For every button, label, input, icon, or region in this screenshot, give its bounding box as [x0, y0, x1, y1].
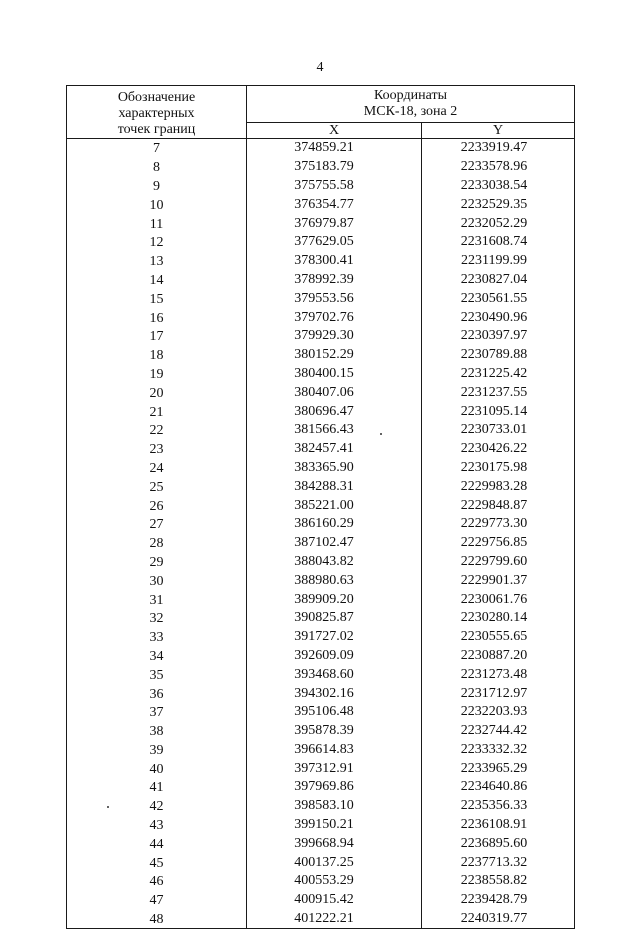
- y-coordinate-cell: 2231237.55: [422, 383, 575, 402]
- point-cell: 26: [67, 496, 247, 515]
- table-row: [67, 195, 575, 214]
- x-coordinate-cell: 399668.94: [247, 834, 422, 853]
- table-row: [67, 759, 575, 778]
- table-row: [67, 477, 575, 496]
- table-row: [67, 778, 575, 797]
- y-coordinate-cell: 2232203.93: [422, 703, 575, 722]
- x-coordinate-cell: 385221.00: [247, 496, 422, 515]
- x-coordinate-cell: 396614.83: [247, 741, 422, 760]
- point-cell: 43: [67, 816, 247, 835]
- y-coordinate-cell: 2230426.22: [422, 440, 575, 459]
- point-cell: 39: [67, 741, 247, 760]
- x-column-header: X: [247, 123, 422, 139]
- y-coordinate-cell: 2229848.87: [422, 496, 575, 515]
- table-row: [67, 816, 575, 835]
- x-coordinate-cell: 395106.48: [247, 703, 422, 722]
- table-row: [67, 289, 575, 308]
- point-cell: 45: [67, 853, 247, 872]
- point-column-header: [67, 86, 247, 139]
- y-coordinate-cell: 2233965.29: [422, 759, 575, 778]
- x-coordinate-cell: 374859.21: [247, 139, 422, 158]
- point-cell: 46: [67, 872, 247, 891]
- table-row: [67, 496, 575, 515]
- y-coordinate-cell: 2230561.55: [422, 289, 575, 308]
- point-cell: 37: [67, 703, 247, 722]
- y-coordinate-cell: 2231199.99: [422, 252, 575, 271]
- table-row: [67, 177, 575, 196]
- table-row: [67, 346, 575, 365]
- table-row: [67, 158, 575, 177]
- table-row: [67, 628, 575, 647]
- y-coordinate-cell: 2229901.37: [422, 571, 575, 590]
- point-cell: 29: [67, 553, 247, 572]
- x-coordinate-cell: 383365.90: [247, 459, 422, 478]
- x-coordinate-cell: 379929.30: [247, 327, 422, 346]
- y-coordinate-cell: 2231225.42: [422, 365, 575, 384]
- table-row: [67, 515, 575, 534]
- point-cell: 15: [67, 289, 247, 308]
- table-row: [67, 383, 575, 402]
- table-row: [67, 139, 575, 158]
- point-cell: 44: [67, 834, 247, 853]
- point-cell: 8: [67, 158, 247, 177]
- table-body: [67, 139, 575, 929]
- table-row: [67, 722, 575, 741]
- x-coordinate-cell: 382457.41: [247, 440, 422, 459]
- x-coordinate-cell: 380152.29: [247, 346, 422, 365]
- y-coordinate-cell: 2234640.86: [422, 778, 575, 797]
- y-coordinate-cell: 2229983.28: [422, 477, 575, 496]
- point-cell: 19: [67, 365, 247, 384]
- point-cell: 28: [67, 534, 247, 553]
- table-row: [67, 271, 575, 290]
- x-coordinate-cell: 390825.87: [247, 609, 422, 628]
- x-coordinate-cell: 388043.82: [247, 553, 422, 572]
- x-coordinate-cell: 391727.02: [247, 628, 422, 647]
- point-cell: 34: [67, 647, 247, 666]
- x-coordinate-cell: 387102.47: [247, 534, 422, 553]
- coordinates-header-line-1: Координаты: [374, 88, 447, 103]
- point-cell: 38: [67, 722, 247, 741]
- point-cell: 20: [67, 383, 247, 402]
- point-cell: 10: [67, 195, 247, 214]
- table-row: [67, 440, 575, 459]
- x-coordinate-cell: 376979.87: [247, 214, 422, 233]
- x-coordinate-cell: 381566.43: [247, 421, 422, 440]
- x-coordinate-cell: 375183.79: [247, 158, 422, 177]
- point-cell: 14: [67, 271, 247, 290]
- x-coordinate-cell: 375755.58: [247, 177, 422, 196]
- table-row: [67, 703, 575, 722]
- point-cell: 23: [67, 440, 247, 459]
- y-coordinate-cell: 2236895.60: [422, 834, 575, 853]
- table-row: [67, 609, 575, 628]
- y-coordinate-cell: 2235356.33: [422, 797, 575, 816]
- point-cell: 42: [67, 797, 247, 816]
- table-row: [67, 308, 575, 327]
- y-coordinate-cell: 2230827.04: [422, 271, 575, 290]
- point-cell: 32: [67, 609, 247, 628]
- table-row: [67, 741, 575, 760]
- y-coordinate-cell: 2237713.32: [422, 853, 575, 872]
- point-cell: 11: [67, 214, 247, 233]
- y-coordinate-cell: 2231095.14: [422, 402, 575, 421]
- table-row: [67, 365, 575, 384]
- x-coordinate-cell: 400137.25: [247, 853, 422, 872]
- table-row: [67, 665, 575, 684]
- point-cell: 13: [67, 252, 247, 271]
- point-cell: 35: [67, 665, 247, 684]
- table-row: [67, 891, 575, 910]
- x-coordinate-cell: 397312.91: [247, 759, 422, 778]
- x-coordinate-cell: 401222.21: [247, 910, 422, 929]
- table-row: [67, 233, 575, 252]
- x-coordinate-cell: 398583.10: [247, 797, 422, 816]
- y-coordinate-cell: 2236108.91: [422, 816, 575, 835]
- table-row: [67, 797, 575, 816]
- y-coordinate-cell: 2230061.76: [422, 590, 575, 609]
- table-row: [67, 252, 575, 271]
- point-header-line-1: Обозначение: [117, 90, 196, 105]
- y-coordinate-cell: 2233578.96: [422, 158, 575, 177]
- table-row: [67, 402, 575, 421]
- table-row: [67, 553, 575, 572]
- table-row: [67, 853, 575, 872]
- x-coordinate-cell: 379553.56: [247, 289, 422, 308]
- x-coordinate-cell: 395878.39: [247, 722, 422, 741]
- table-row: [67, 590, 575, 609]
- x-coordinate-cell: 389909.20: [247, 590, 422, 609]
- y-coordinate-cell: 2230733.01: [422, 421, 575, 440]
- point-cell: 36: [67, 684, 247, 703]
- x-coordinate-cell: 380407.06: [247, 383, 422, 402]
- x-coordinate-cell: 378300.41: [247, 252, 422, 271]
- y-coordinate-cell: 2229799.60: [422, 553, 575, 572]
- x-coordinate-cell: 397969.86: [247, 778, 422, 797]
- point-cell: 31: [67, 590, 247, 609]
- y-coordinate-cell: 2233919.47: [422, 139, 575, 158]
- y-coordinate-cell: 2231712.97: [422, 684, 575, 703]
- point-cell: 47: [67, 891, 247, 910]
- table-row: [67, 684, 575, 703]
- y-coordinate-cell: 2231273.48: [422, 665, 575, 684]
- table-row: [67, 327, 575, 346]
- y-coordinate-cell: 2230397.97: [422, 327, 575, 346]
- x-coordinate-cell: 378992.39: [247, 271, 422, 290]
- table-row: [67, 459, 575, 478]
- x-coordinate-cell: 400915.42: [247, 891, 422, 910]
- y-coordinate-cell: 2232052.29: [422, 214, 575, 233]
- point-cell: 30: [67, 571, 247, 590]
- scan-speck: [107, 806, 109, 808]
- y-coordinate-cell: 2232744.42: [422, 722, 575, 741]
- point-cell: 25: [67, 477, 247, 496]
- y-column-header: Y: [422, 123, 575, 139]
- x-coordinate-cell: 386160.29: [247, 515, 422, 534]
- table-row: [67, 571, 575, 590]
- y-coordinate-cell: 2229773.30: [422, 515, 575, 534]
- x-coordinate-cell: 394302.16: [247, 684, 422, 703]
- coordinates-table: [66, 85, 575, 929]
- y-coordinate-cell: 2230490.96: [422, 308, 575, 327]
- x-coordinate-cell: 380400.15: [247, 365, 422, 384]
- y-coordinate-cell: 2239428.79: [422, 891, 575, 910]
- y-coordinate-cell: 2230789.88: [422, 346, 575, 365]
- page-number: 4: [316, 60, 324, 75]
- table-row: [67, 214, 575, 233]
- y-coordinate-cell: 2230280.14: [422, 609, 575, 628]
- point-cell: 9: [67, 177, 247, 196]
- y-coordinate-cell: 2232529.35: [422, 195, 575, 214]
- x-coordinate-cell: 393468.60: [247, 665, 422, 684]
- y-coordinate-cell: 2233332.32: [422, 741, 575, 760]
- table-row: [67, 872, 575, 891]
- y-coordinate-cell: 2231608.74: [422, 233, 575, 252]
- y-coordinate-cell: 2238558.82: [422, 872, 575, 891]
- table-row: [67, 421, 575, 440]
- point-cell: 41: [67, 778, 247, 797]
- point-cell: 48: [67, 910, 247, 929]
- point-cell: 33: [67, 628, 247, 647]
- x-coordinate-cell: 384288.31: [247, 477, 422, 496]
- y-coordinate-cell: 2230175.98: [422, 459, 575, 478]
- y-coordinate-cell: 2240319.77: [422, 910, 575, 929]
- coordinates-header: [247, 86, 575, 123]
- point-header-line-2: характерных: [118, 106, 195, 121]
- table-header: [67, 86, 575, 139]
- table-row: [67, 910, 575, 929]
- x-coordinate-cell: 380696.47: [247, 402, 422, 421]
- x-coordinate-cell: 376354.77: [247, 195, 422, 214]
- point-cell: 17: [67, 327, 247, 346]
- point-cell: 27: [67, 515, 247, 534]
- table-row: [67, 834, 575, 853]
- y-coordinate-cell: 2230887.20: [422, 647, 575, 666]
- point-cell: 16: [67, 308, 247, 327]
- point-header-line-3: точек границ: [117, 122, 196, 137]
- point-cell: 22: [67, 421, 247, 440]
- y-coordinate-cell: 2233038.54: [422, 177, 575, 196]
- x-coordinate-cell: 400553.29: [247, 872, 422, 891]
- point-cell: 21: [67, 402, 247, 421]
- table-row: [67, 534, 575, 553]
- y-coordinate-cell: 2230555.65: [422, 628, 575, 647]
- x-coordinate-cell: 379702.76: [247, 308, 422, 327]
- point-cell: 7: [67, 139, 247, 158]
- point-cell: 12: [67, 233, 247, 252]
- coordinates-header-line-2: МСК-18, зона 2: [363, 104, 458, 119]
- point-cell: 18: [67, 346, 247, 365]
- x-coordinate-cell: 377629.05: [247, 233, 422, 252]
- x-coordinate-cell: 392609.09: [247, 647, 422, 666]
- table-row: [67, 647, 575, 666]
- x-coordinate-cell: 388980.63: [247, 571, 422, 590]
- point-cell: 40: [67, 759, 247, 778]
- scan-speck: [380, 433, 382, 435]
- x-coordinate-cell: 399150.21: [247, 816, 422, 835]
- point-cell: 24: [67, 459, 247, 478]
- y-coordinate-cell: 2229756.85: [422, 534, 575, 553]
